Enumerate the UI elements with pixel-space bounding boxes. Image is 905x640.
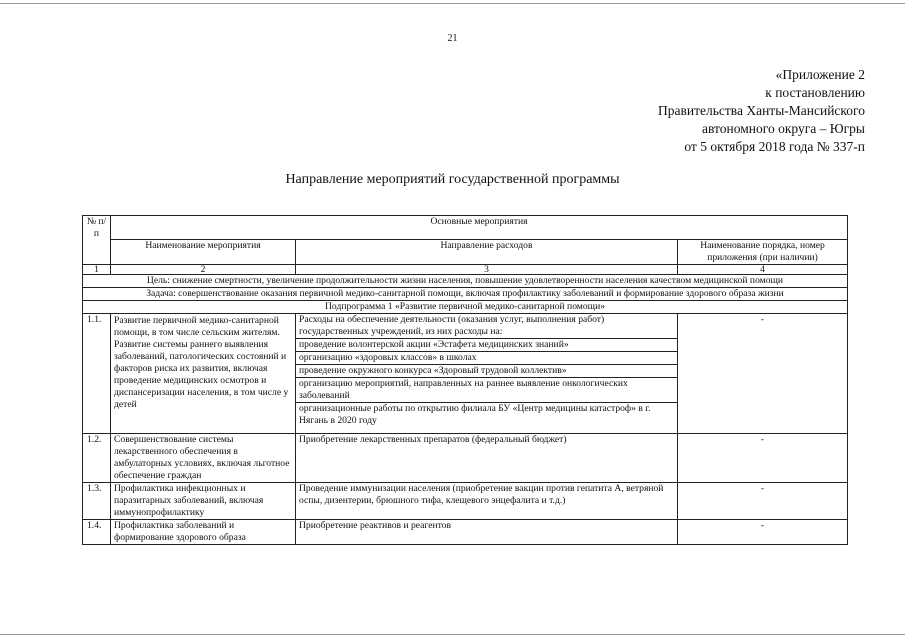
- approval-line: к постановлению: [765, 85, 865, 100]
- column-numbers-row: [83, 265, 848, 275]
- row-order: -: [678, 314, 848, 434]
- task-row: [83, 288, 848, 301]
- row-order: -: [678, 520, 848, 545]
- row-directions: [296, 314, 678, 434]
- col-number: 4: [678, 265, 848, 275]
- col-number: 3: [296, 265, 678, 275]
- row-direction: Проведение иммунизации населения (приобретение вакцин против гепатита А, ветряной оспы, дизентерии, брюшного тифа, клещевого энцефалита и т.д.): [296, 483, 678, 520]
- scan-edge-top: [0, 3, 905, 4]
- table-row: [83, 314, 848, 434]
- row-name: Профилактика заболеваний и формирование здорового образа: [111, 520, 296, 545]
- approval-block: [565, 66, 865, 156]
- row-num: 1.1.: [83, 314, 111, 434]
- row-name: Развитие первичной медико-санитарной помощи, в том числе сельским жителям. Развитие системы раннего выявления заболеваний, патологических состояний и факторов риска их развития, включая проведение медицинских осмотров и диспансеризации населения, в том числе у детей: [111, 314, 296, 434]
- row-direction: Приобретение лекарственных препаратов (федеральный бюджет): [296, 434, 678, 483]
- col-number: 1: [83, 265, 111, 275]
- subprogram-row: [83, 301, 848, 314]
- direction-item: организацию мероприятий, направленных на раннее выявление онкологических заболеваний: [296, 378, 677, 403]
- approval-line: Правительства Ханты-Мансийского: [658, 103, 865, 118]
- direction-item: Расходы на обеспечение деятельности (оказания услуг, выполнения работ) государственных учреждений, из них расходы на:: [296, 314, 677, 339]
- row-direction: Приобретение реактивов и реагентов: [296, 520, 678, 545]
- row-order: -: [678, 483, 848, 520]
- table-row: [83, 520, 848, 545]
- row-num: 1.4.: [83, 520, 111, 545]
- approval-line: от 5 октября 2018 года № 337-п: [684, 139, 865, 154]
- row-num: 1.2.: [83, 434, 111, 483]
- header-num: № п/п: [83, 216, 111, 265]
- goal-row: [83, 275, 848, 288]
- header-col-name: Наименование мероприятия: [111, 240, 296, 265]
- col-number: 2: [111, 265, 296, 275]
- task-text: Задача: совершенствование оказания первичной медико-санитарной помощи, включая профилактику заболеваний и формирование здорового образа жизни: [83, 288, 848, 301]
- row-order: -: [678, 434, 848, 483]
- direction-item: проведение окружного конкурса «Здоровый трудовой коллектив»: [296, 365, 677, 378]
- row-name: Совершенствование системы лекарственного обеспечения в амбулаторных условиях, включая льготное обеспечение граждан: [111, 434, 296, 483]
- document-title: Направление мероприятий государственной программы: [285, 172, 620, 187]
- row-num: 1.3.: [83, 483, 111, 520]
- header-subrow: [83, 240, 848, 265]
- subprogram-text: Подпрограмма 1 «Развитие первичной медико-санитарной помощи»: [83, 301, 848, 314]
- header-row: [83, 216, 848, 240]
- table-row: [83, 434, 848, 483]
- header-col-order: Наименование порядка, номер приложения (при наличии): [678, 240, 848, 265]
- header-main: Основные мероприятия: [111, 216, 848, 240]
- measures-table: [82, 215, 848, 545]
- scan-edge-bottom: [0, 634, 905, 635]
- header-col-direction: Направление расходов: [296, 240, 678, 265]
- direction-item: организационные работы по открытию филиала БУ «Центр медицины катастроф» в г. Нягань в 2020 году: [299, 403, 651, 426]
- goal-text: Цель: снижение смертности, увеличение продолжительности жизни населения, повышение удовлетворенности населения качеством медицинской помощи: [83, 275, 848, 288]
- approval-line: «Приложение 2: [775, 67, 865, 82]
- page-number: 21: [447, 33, 458, 44]
- row-name: Профилактика инфекционных и паразитарных заболеваний, включая иммунопрофилактику: [111, 483, 296, 520]
- approval-line: автономного округа – Югры: [702, 121, 865, 136]
- table-row: [83, 483, 848, 520]
- direction-item: проведение волонтерской акции «Эстафета медицинских знаний»: [296, 339, 677, 352]
- direction-item: организацию «здоровых классов» в школах: [296, 352, 677, 365]
